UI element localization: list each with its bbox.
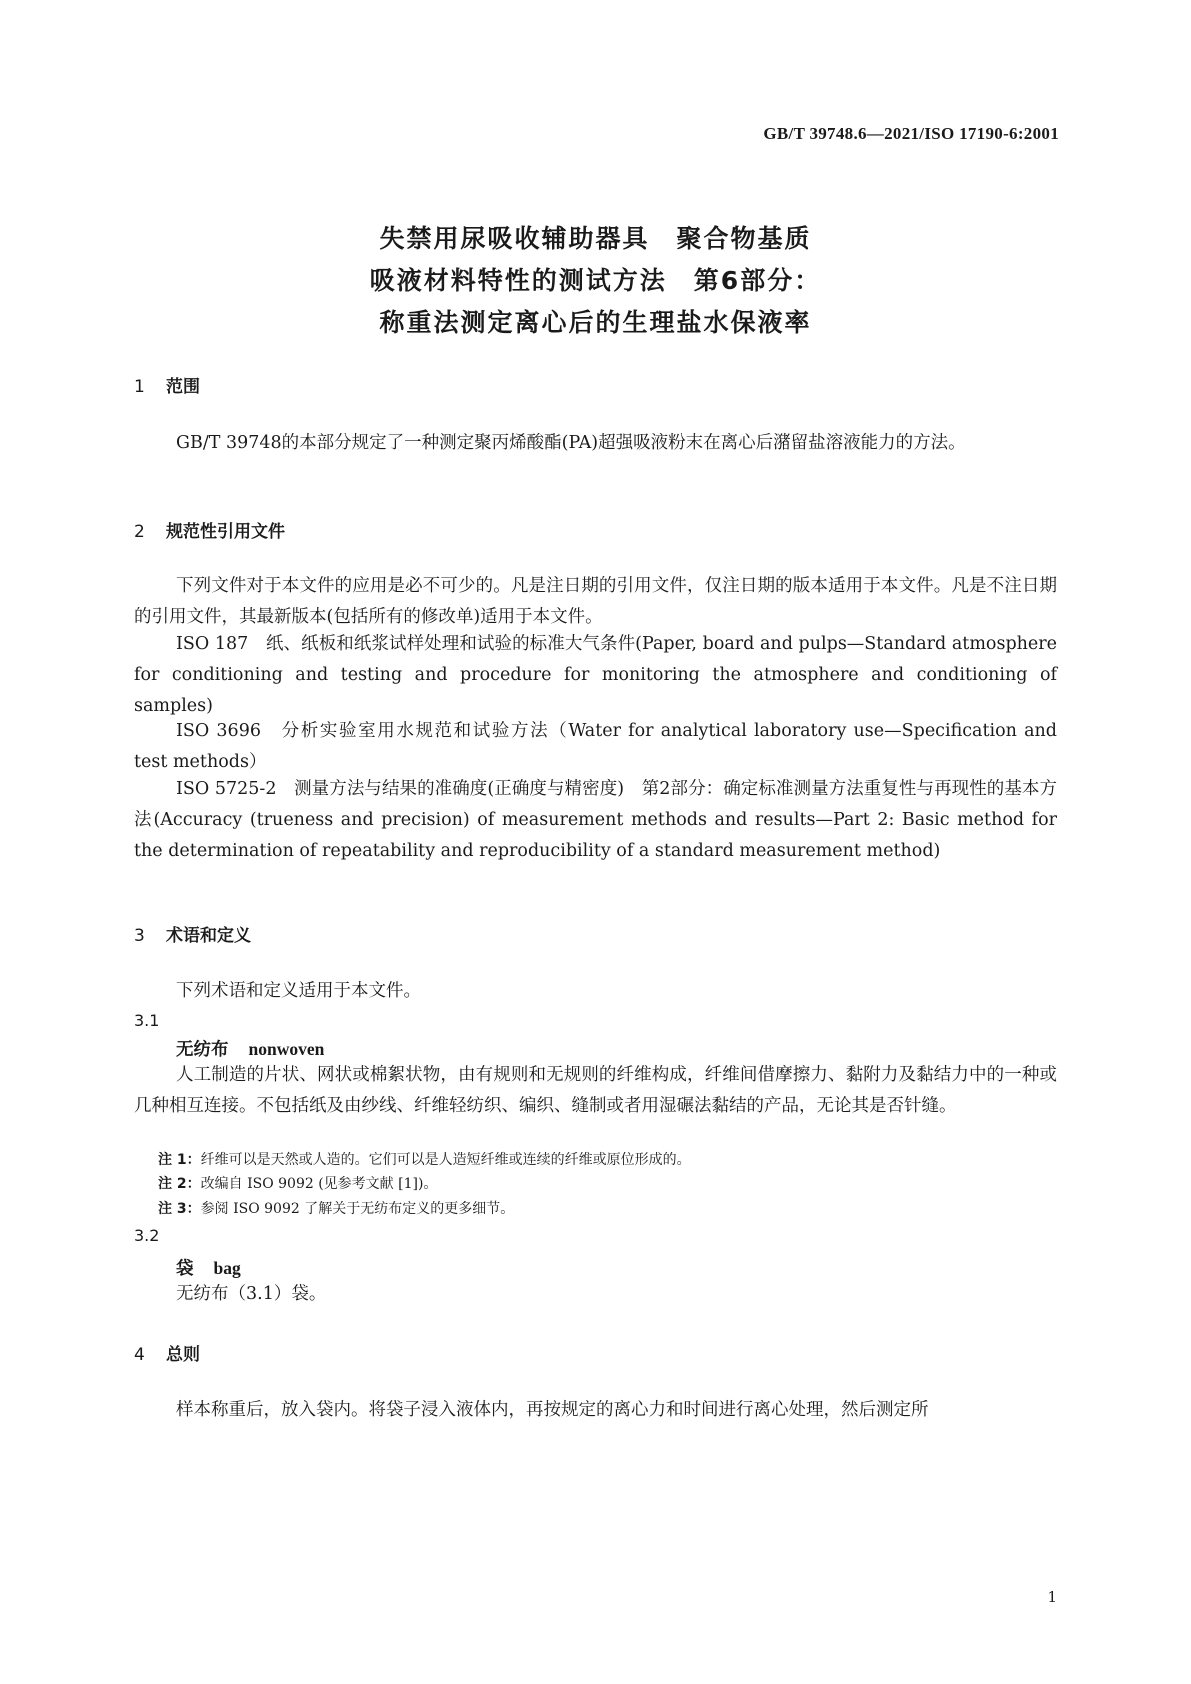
note-text: 纤维可以是天然或人造的。它们可以是人造短纤维或连续的纤维或原位形成的。 — [200, 1152, 691, 1168]
document-title — [0, 218, 1191, 344]
term-definition: 无纺布（3.1）袋。 — [176, 1284, 327, 1304]
section-4-paragraph: 样本称重后，放入袋内。将袋子浸入液体内，再按规定的离心力和时间进行离心处理，然后测定所 — [176, 1400, 929, 1420]
term-chinese: 袋 — [176, 1259, 194, 1279]
term-english: nonwoven — [248, 1039, 325, 1059]
section-1-heading — [134, 372, 200, 397]
title-line-1: 失禁用尿吸收辅助器具 聚合物基质 — [379, 224, 812, 253]
section-1-paragraph: GB/T 39748的本部分规定了一种测定聚丙烯酸酯(PA)超强吸液粉末在离心后潴留盐溶液能力的方法。 — [176, 433, 966, 453]
note — [158, 1150, 1057, 1170]
note-label: 注 3： — [158, 1201, 201, 1217]
note-text: 参阅 ISO 9092 了解关于无纺布定义的更多细节。 — [200, 1201, 515, 1217]
section-3-heading — [134, 921, 251, 946]
section-number: 2 — [134, 522, 145, 542]
note — [158, 1199, 1057, 1219]
section-number: 4 — [134, 1345, 145, 1365]
page-number: 1 — [1047, 1588, 1057, 1606]
title-line-2: 吸液材料特性的测试方法 第6部分： — [369, 266, 822, 295]
section-4-heading — [134, 1340, 200, 1365]
section-3-intro: 下列术语和定义适用于本文件。 — [176, 981, 421, 1001]
section-title: 规范性引用文件 — [166, 522, 285, 542]
term-chinese: 无纺布 — [176, 1040, 229, 1060]
section-title: 范围 — [166, 377, 200, 397]
term-number: 3.1 — [134, 1011, 160, 1030]
note-text: 改编自 ISO 9092 (见参考文献 [1])。 — [200, 1176, 438, 1192]
term-english: bag — [213, 1258, 241, 1278]
section-number: 1 — [134, 377, 145, 397]
standard-code: GB/T 39748.6—2021/ISO 17190-6:2001 — [763, 124, 1059, 143]
term-heading — [176, 1255, 241, 1280]
reference-iso-3696: ISO 3696 分析实验室用水规范和试验方法（Water for analytical laboratory use—Specification and test methods） — [134, 721, 1057, 772]
title-line-3: 称重法测定离心后的生理盐水保液率 — [379, 308, 812, 337]
section-number: 3 — [134, 926, 145, 946]
section-title: 总则 — [166, 1345, 200, 1365]
term-heading — [176, 1036, 324, 1061]
note-label: 注 2： — [158, 1176, 201, 1192]
section-2-intro: 下列文件对于本文件的应用是必不可少的。凡是注日期的引用文件，仅注日期的版本适用于本文件。凡是不注日期的引用文件，其最新版本(包括所有的修改单)适用于本文件。 — [134, 576, 1057, 627]
term-definition: 人工制造的片状、网状或棉絮状物，由有规则和无规则的纤维构成，纤维间借摩擦力、黏附力及黏结力中的一种或几种相互连接。不包括纸及由纱线、纤维轻纺织、编织、缝制或者用湿碾法黏结的产品，无论其是否针缝。 — [134, 1065, 1057, 1116]
note-label: 注 1： — [158, 1152, 201, 1168]
note — [158, 1174, 1057, 1194]
reference-iso-5725-2: ISO 5725-2 测量方法与结果的准确度(正确度与精密度) 第2部分：确定标准测量方法重复性与再现性的基本方法(Accuracy (trueness and precision) of measurement methods and results—Part 2: Basic method for the determination of repeatability and reproducibility of a standard measurement method) — [134, 779, 1057, 861]
term-number: 3.2 — [134, 1226, 160, 1245]
section-title: 术语和定义 — [166, 926, 251, 946]
section-2-heading — [134, 517, 285, 542]
reference-iso-187: ISO 187 纸、纸板和纸浆试样处理和试验的标准大气条件(Paper, board and pulps—Standard atmosphere for conditioning and testing and procedure for monitoring the atmosphere and conditioning of samples) — [134, 634, 1057, 716]
